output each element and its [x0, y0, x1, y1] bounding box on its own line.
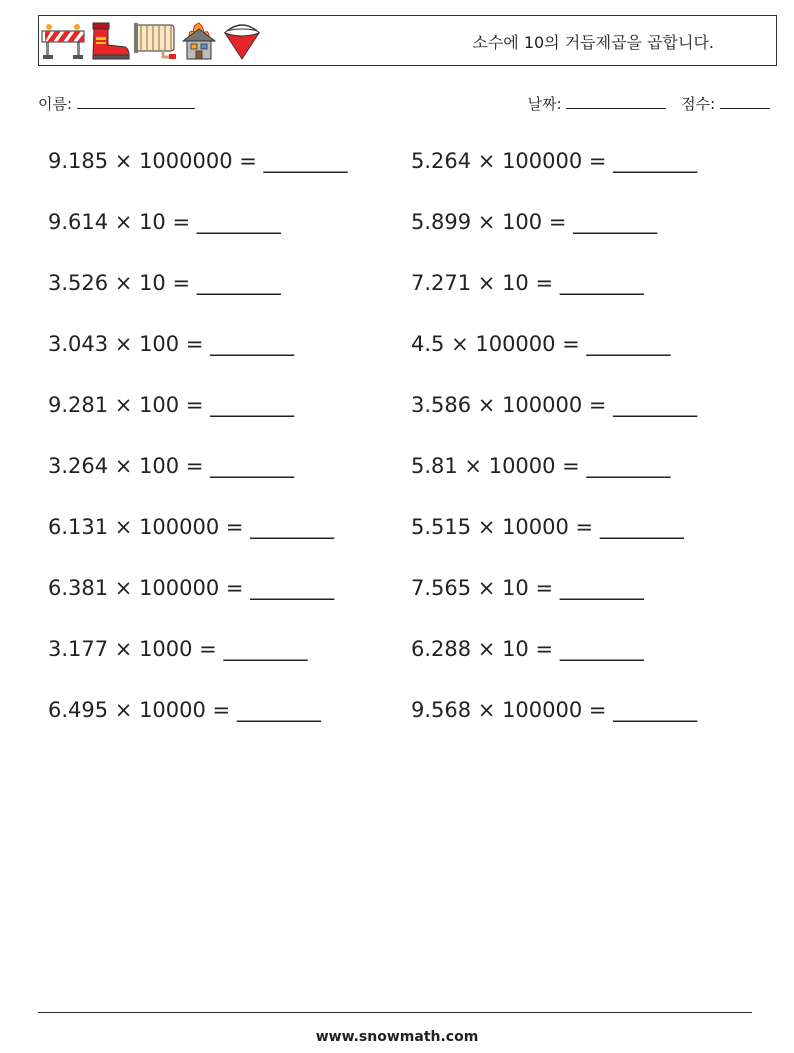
- problem-row: [48, 204, 748, 265]
- worksheet-header: [38, 15, 777, 66]
- problem-item: 5.899 × 100 = ________: [411, 210, 658, 234]
- date-label: 날짜:: [527, 95, 562, 113]
- problem-item: 9.281 × 100 = ________: [48, 393, 295, 417]
- date-blank[interactable]: [566, 94, 666, 109]
- score-label: 점수:: [681, 95, 716, 113]
- problem-row: [48, 387, 748, 448]
- road-barrier-icon: [41, 21, 85, 61]
- problem-item: 6.288 × 10 = ________: [411, 637, 644, 661]
- problem-item: 4.5 × 100000 = ________: [411, 332, 671, 356]
- problem-row: [48, 326, 748, 387]
- problem-item: 5.81 × 10000 = ________: [411, 454, 671, 478]
- problem-item: 6.381 × 100000 = ________: [48, 576, 335, 600]
- problem-row: [48, 692, 748, 753]
- name-blank[interactable]: [77, 94, 195, 109]
- problem-item: 3.586 × 100000 = ________: [411, 393, 698, 417]
- problem-row: [48, 631, 748, 692]
- fire-boot-icon: [87, 21, 131, 61]
- problem-row: [48, 265, 748, 326]
- problem-item: 6.131 × 100000 = ________: [48, 515, 335, 539]
- footer-url[interactable]: www.snowmath.com: [315, 1029, 479, 1045]
- fire-hose-icon: [133, 21, 177, 61]
- problem-item: 7.565 × 10 = ________: [411, 576, 644, 600]
- score-blank[interactable]: [720, 94, 770, 109]
- name-field: [38, 93, 195, 114]
- problem-item: 3.264 × 100 = ________: [48, 454, 295, 478]
- problem-item: 9.614 × 10 = ________: [48, 210, 281, 234]
- problem-row: [48, 143, 748, 204]
- footer-divider: [38, 1012, 752, 1013]
- problem-row: [48, 448, 748, 509]
- problem-item: 3.177 × 1000 = ________: [48, 637, 308, 661]
- problem-item: 7.271 × 10 = ________: [411, 271, 644, 295]
- name-label: 이름:: [38, 95, 73, 113]
- problem-item: 6.495 × 10000 = ________: [48, 698, 321, 722]
- problem-item: 3.043 × 100 = ________: [48, 332, 295, 356]
- date-score-fields: [528, 93, 770, 114]
- problem-row: [48, 570, 748, 631]
- problem-item: 5.515 × 10000 = ________: [411, 515, 684, 539]
- burning-house-icon: [179, 21, 219, 61]
- problem-row: [48, 509, 748, 570]
- problem-item: 3.526 × 10 = ________: [48, 271, 281, 295]
- problem-item: 9.568 × 100000 = ________: [411, 698, 698, 722]
- problem-item: 5.264 × 100000 = ________: [411, 149, 698, 173]
- problem-item: 9.185 × 1000000 = ________: [48, 149, 348, 173]
- fire-bucket-icon: [221, 21, 263, 61]
- problem-list: [48, 143, 748, 753]
- header-icons: [41, 18, 263, 64]
- worksheet-title: 소수에 10의 거듭제곱을 곱합니다.: [472, 33, 714, 52]
